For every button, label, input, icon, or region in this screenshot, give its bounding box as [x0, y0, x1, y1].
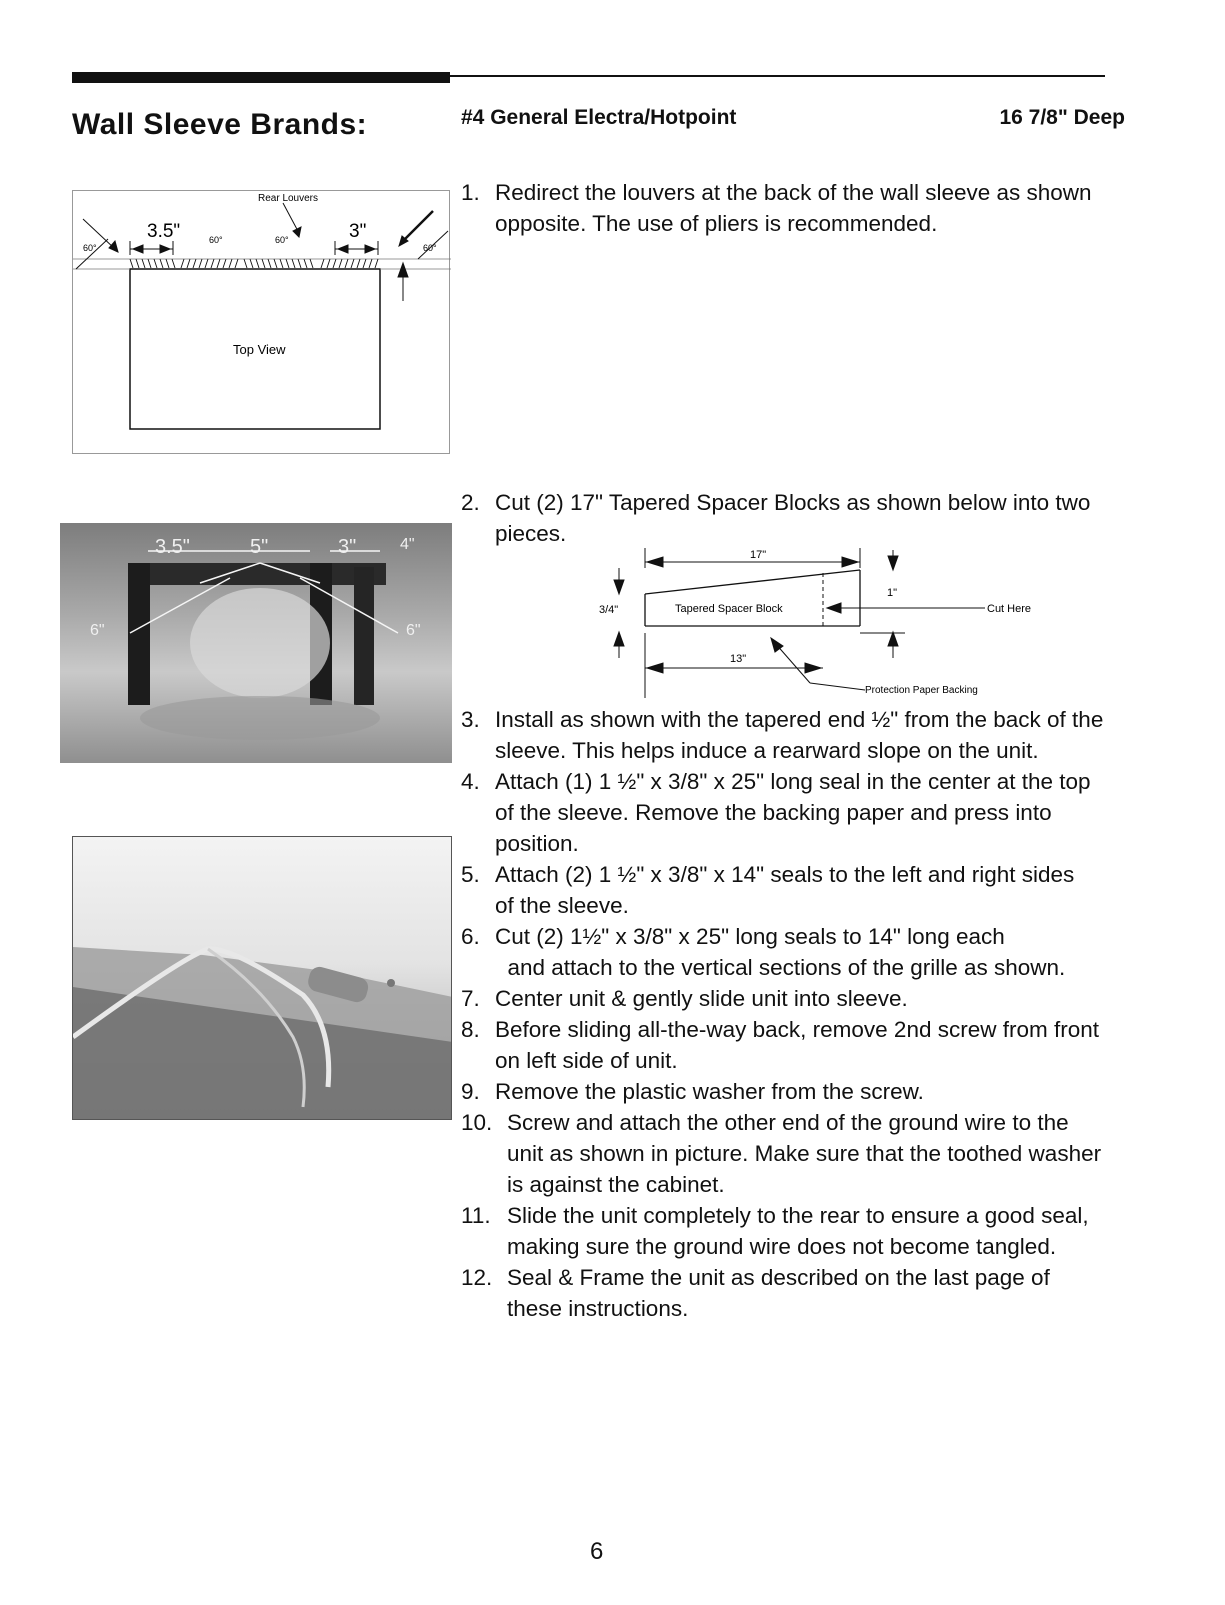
step-line: Redirect the louvers at the back of the wall sleeve as shown: [495, 180, 1092, 205]
section-title: Wall Sleeve Brands:: [72, 108, 368, 141]
step-3: [461, 704, 1121, 766]
block-top-edge: [645, 570, 860, 594]
screw: [387, 979, 395, 987]
left-dimension-label: 3.5": [147, 221, 181, 242]
spacer-block-label: Tapered Spacer Block: [675, 603, 783, 615]
right-dimension-label: 3": [349, 221, 367, 242]
step-line: Attach (2) 1 ½" x 3/8" x 14" seals to the left and right sides: [495, 862, 1075, 887]
photo-dim-4: 4": [400, 536, 415, 553]
header-rule-thick: [72, 72, 450, 83]
step-number: 1.: [461, 180, 480, 205]
step-line: unit as shown in picture. Make sure that the toothed washer: [507, 1141, 1102, 1166]
step-line: Before sliding all-the-way back, remove 2nd screw from front: [495, 1017, 1099, 1042]
step-line: Attach (1) 1 ½" x 3/8" x 25" long seal in the center at the top: [495, 769, 1091, 794]
step-line: position.: [495, 831, 579, 856]
step-line: and attach to the vertical sections of the grille as shown.: [495, 955, 1066, 980]
step-line: Slide the unit completely to the rear to ensure a good seal,: [507, 1203, 1089, 1228]
step-number: 7.: [461, 986, 480, 1011]
step-2: [461, 487, 1121, 549]
step-9: [461, 1076, 1121, 1107]
rear-louvers-label: Rear Louvers: [257, 193, 319, 204]
step-number: 4.: [461, 769, 480, 794]
top-view-label: Top View: [233, 342, 286, 357]
step-line: on left side of unit.: [495, 1048, 678, 1073]
step-line: opposite. The use of pliers is recommended.: [495, 211, 938, 236]
photo-dim-6: 6": [406, 622, 421, 639]
model-name: #4 General Electra/Hotpoint: [461, 106, 737, 129]
spacer-height-left: 3/4": [599, 604, 619, 616]
left-seal: [128, 563, 150, 705]
step-line: of the sleeve.: [495, 893, 629, 918]
step-1: [461, 177, 1121, 239]
top-view-figure: [72, 190, 450, 454]
spacer-length-bottom: 13": [730, 653, 747, 665]
step-7: [461, 983, 1121, 1014]
step-line: of the sleeve. Remove the backing paper and press into: [495, 800, 1052, 825]
angle-label-right-outer: 60°: [423, 243, 437, 253]
step-number: 10.: [461, 1110, 493, 1135]
photo-dim-5: 6": [90, 622, 105, 639]
header-rule-thin: [450, 75, 1105, 77]
backing-label: Protection Paper Backing: [865, 685, 978, 696]
step-number: 3.: [461, 707, 480, 732]
step-12: [461, 1262, 1131, 1324]
step-line: pieces.: [495, 521, 567, 546]
louver-hatching: [130, 259, 378, 268]
photo-dim-2: 5": [250, 536, 269, 558]
step-number: 8.: [461, 1017, 480, 1042]
step-line: sleeve. This helps induce a rearward slope on the unit.: [495, 738, 1039, 763]
photo-grille-seals: [60, 523, 452, 763]
step-number: 2.: [461, 490, 480, 515]
step-line: Center unit & gently slide unit into sleeve.: [495, 986, 908, 1011]
step-5: [461, 859, 1121, 921]
step-number: 12.: [461, 1265, 493, 1290]
step-11: [461, 1200, 1131, 1262]
angle-label-left-outer: 60°: [83, 243, 97, 253]
step-6: [461, 921, 1121, 983]
step-line: Screw and attach the other end of the ground wire to the: [507, 1110, 1069, 1135]
step-line: Install as shown with the tapered end ½" from the back of the: [495, 707, 1104, 732]
photo-ground-wire: [72, 836, 452, 1120]
top-view-drawing: [73, 191, 451, 455]
spacer-height-right: 1": [887, 587, 898, 599]
step-line: Remove the plastic washer from the screw.: [495, 1079, 924, 1104]
spacer-block-diagram: [595, 548, 1085, 708]
spacer-length-top: 17": [750, 549, 767, 561]
right-seal: [354, 567, 374, 705]
photo-dim-3: 3": [338, 536, 357, 558]
step-line: these instructions.: [507, 1296, 689, 1321]
step-line: Cut (2) 17" Tapered Spacer Blocks as shown below into two: [495, 490, 1091, 515]
angle-label-right-inner: 60°: [275, 235, 289, 245]
photo-dim-1: 3.5": [155, 536, 190, 558]
step-8: [461, 1014, 1121, 1076]
step-number: 9.: [461, 1079, 480, 1104]
step-number: 6.: [461, 924, 480, 949]
step-line: making sure the ground wire does not become tangled.: [507, 1234, 1057, 1259]
step-10: [461, 1107, 1131, 1200]
top-seal: [130, 563, 386, 585]
angle-label-left-inner: 60°: [209, 235, 223, 245]
page-number: 6: [590, 1538, 604, 1565]
step-number: 11.: [461, 1203, 491, 1228]
step-number: 5.: [461, 862, 480, 887]
step-line: Cut (2) 1½" x 3/8" x 25" long seals to 14" long each: [495, 924, 1005, 949]
cut-here-label: Cut Here: [987, 603, 1032, 615]
dimension-arrows: [76, 203, 448, 301]
step-4: [461, 766, 1121, 859]
step-line: is against the cabinet.: [507, 1172, 725, 1197]
sleeve-depth: 16 7/8" Deep: [999, 106, 1125, 129]
step-line: Seal & Frame the unit as described on the last page of: [507, 1265, 1050, 1290]
